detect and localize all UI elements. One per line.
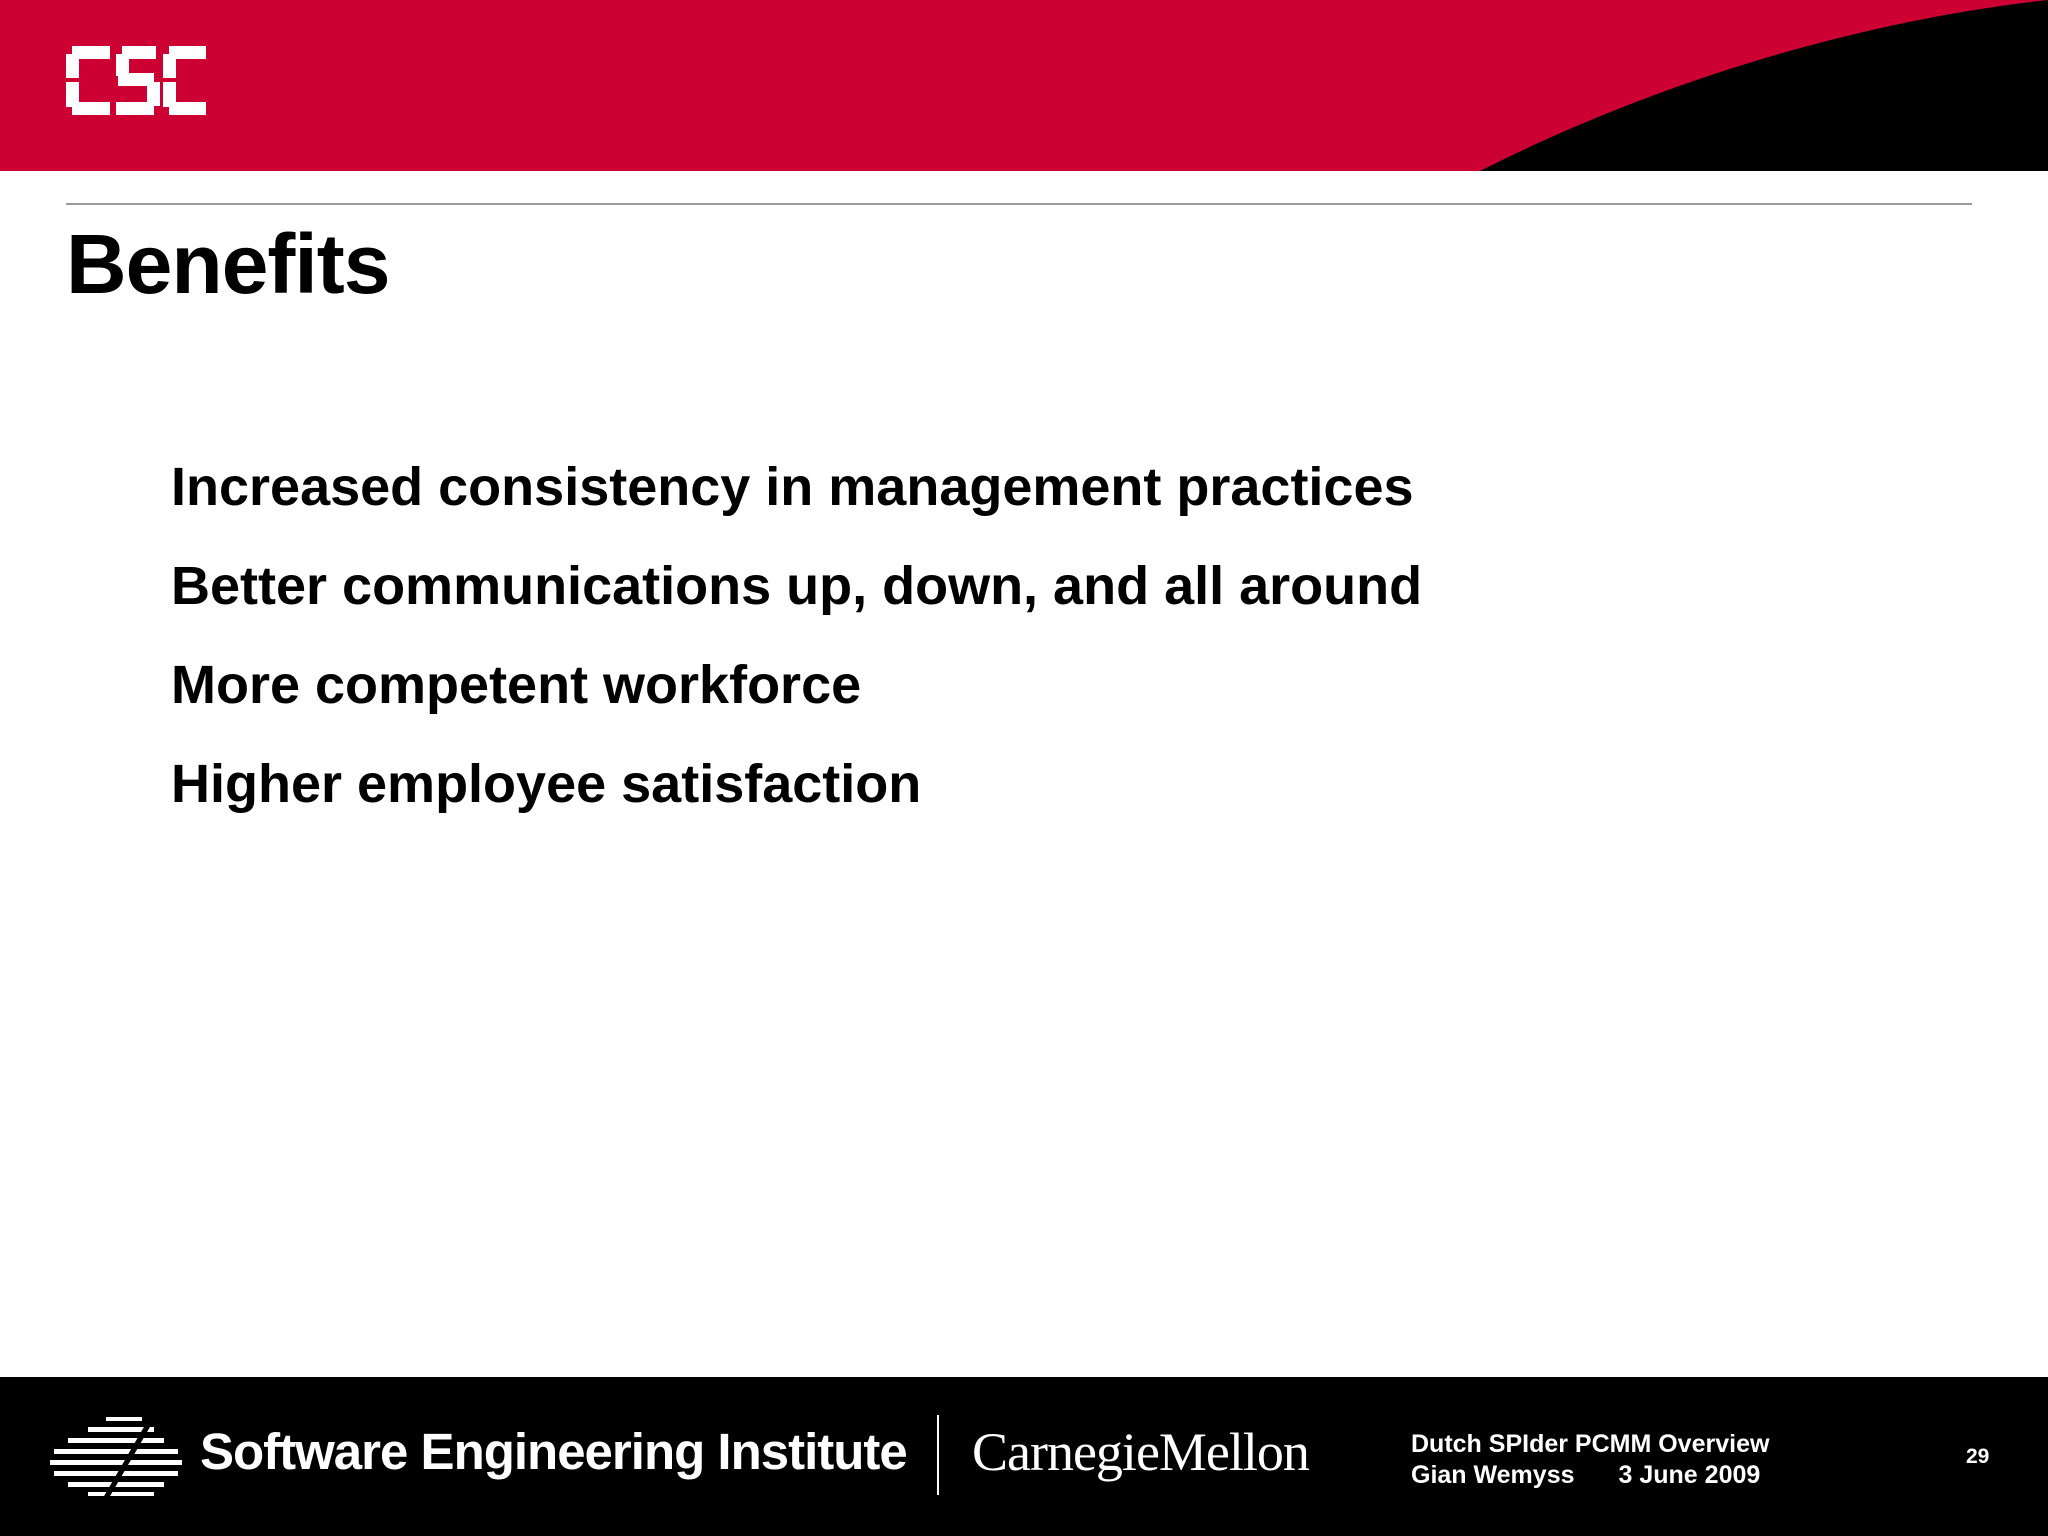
footer-info	[1411, 1429, 1769, 1491]
csc-logo-icon	[66, 44, 206, 119]
presenter-name: Gian Wemyss	[1411, 1461, 1575, 1489]
list-item: More competent workforce	[171, 655, 862, 715]
footer	[0, 1377, 2048, 1536]
list-item: Higher employee satisfaction	[171, 754, 922, 814]
sei-logo-icon	[50, 1413, 182, 1497]
list-item: Increased consistency in management practices	[171, 457, 1414, 517]
header-swoosh	[0, 0, 2048, 171]
page-number: 29	[1966, 1445, 1990, 1468]
sei-wordmark: Software Engineering Institute	[200, 1423, 907, 1480]
title-divider	[66, 203, 1972, 205]
header-band	[0, 0, 2048, 171]
benefits-list	[171, 452, 1422, 848]
footer-divider	[937, 1415, 939, 1495]
presentation-date: 3 June 2009	[1618, 1461, 1761, 1489]
list-item: Better communications up, down, and all around	[171, 556, 1423, 616]
footer-meta-row	[1411, 1460, 1769, 1491]
cmu-wordmark: CarnegieMellon	[972, 1422, 1309, 1482]
slide-title: Benefits	[66, 217, 390, 311]
presentation-title: Dutch SPIder PCMM Overview	[1411, 1430, 1770, 1458]
